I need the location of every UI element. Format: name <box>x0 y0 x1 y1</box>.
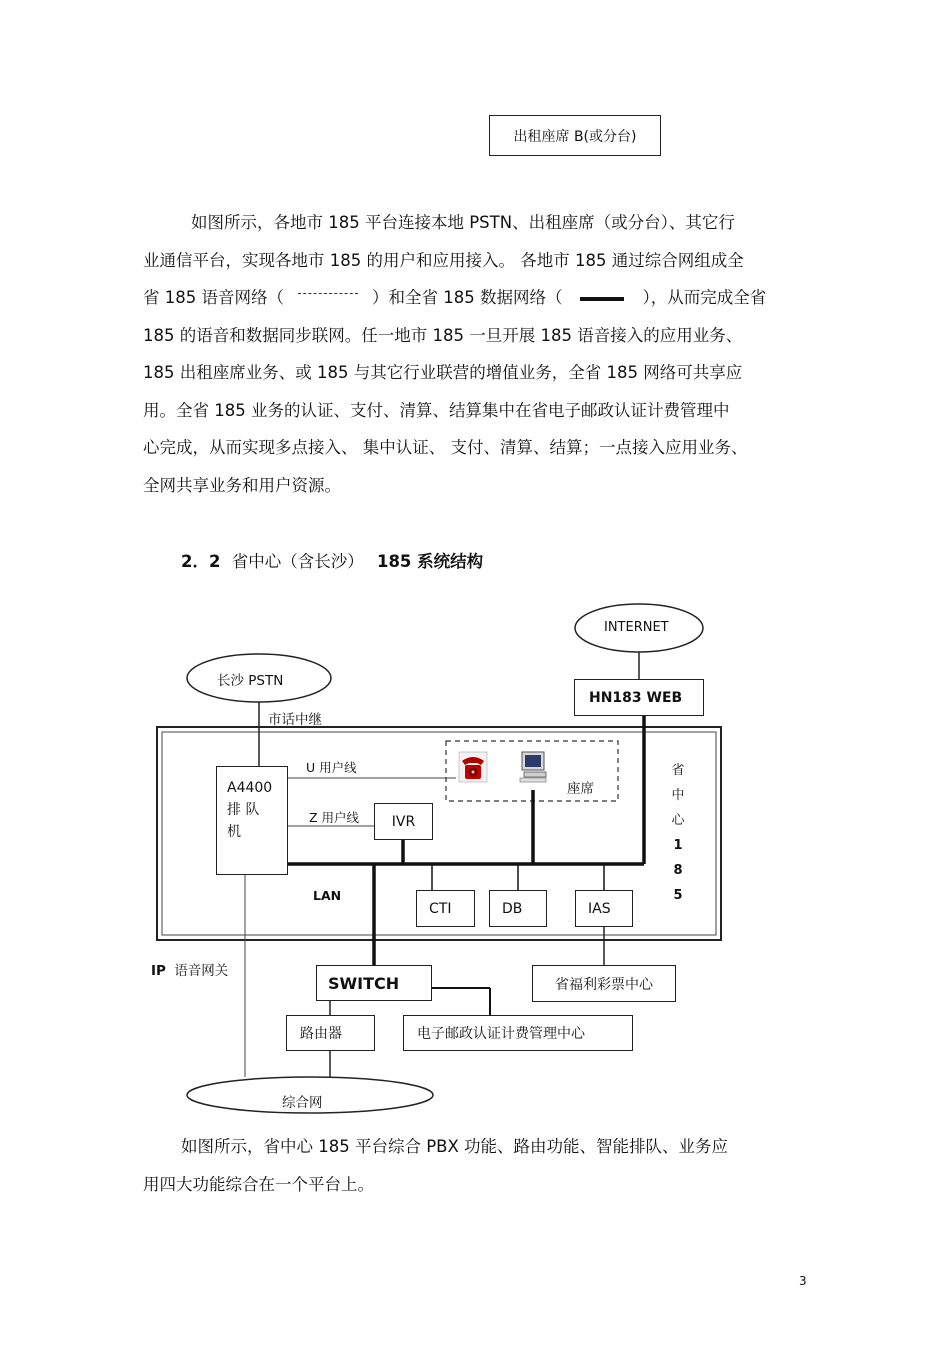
para2-line1: 如图所示，省中心 185 平台综合 PBX 功能、路由功能、智能排队、业务应 <box>181 1137 729 1156</box>
cti-label: CTI <box>429 900 452 917</box>
city-trunk-label: 市话中继 <box>268 712 322 728</box>
pstn-label: 长沙 PSTN <box>217 673 284 689</box>
ip-gateway-ip: IP <box>151 963 166 979</box>
province-char-5: 8 <box>673 863 683 878</box>
rental-seat-label: 出租座席 B(或分台) <box>513 128 637 145</box>
switch-box <box>316 965 432 1001</box>
seat-label: 座席 <box>567 781 594 797</box>
ias-box <box>575 890 633 927</box>
province-char-1: 省 <box>671 763 685 778</box>
billing-center-box <box>403 1015 633 1051</box>
u-line-label: U 用户线 <box>306 760 357 775</box>
computer-icon <box>518 751 550 783</box>
paragraph-2 <box>143 1128 808 1203</box>
hn183-web-box <box>574 679 704 716</box>
ivr-box <box>374 803 433 840</box>
a4400-line2: 排 队 <box>227 802 260 818</box>
para1-line4: 185 的语音和数据同步联网。任一地市 185 一旦开展 185 语音接入的应用业务、 <box>143 325 743 345</box>
province-char-3: 心 <box>671 813 685 828</box>
lan-label: LAN <box>313 888 342 903</box>
para1-line3a: 省 185 语音网络（ <box>143 288 284 307</box>
a4400-line3: 机 <box>227 824 241 840</box>
cti-box <box>416 890 475 927</box>
lottery-center-box <box>532 965 676 1002</box>
a4400-line1: A4400 <box>227 780 273 796</box>
ias-label: IAS <box>588 900 611 917</box>
ivr-label: IVR <box>391 813 416 830</box>
section-title: 省中心（含长沙） <box>231 552 364 571</box>
province-char-6: 5 <box>673 888 683 903</box>
ip-gateway-label <box>151 959 228 979</box>
province-char-4: 1 <box>673 838 683 853</box>
integrated-network-label: 综合网 <box>282 1095 323 1111</box>
telephone-icon <box>458 751 488 783</box>
para1-line3b: ）和全省 185 数据网络（ <box>371 288 563 307</box>
para1-line3c: ），从而完成全省 <box>642 288 767 307</box>
router-box <box>286 1015 375 1051</box>
db-label: DB <box>502 900 523 917</box>
section-number: 2．2 <box>181 552 221 571</box>
para1-line2: 业通信平台，实现各地市 185 的用户和应用接入。 各地市 185 通过综合网组成全 <box>143 250 744 270</box>
router-label: 路由器 <box>300 1026 342 1042</box>
hn183-web-label: HN183 WEB <box>589 689 683 706</box>
province-center-vertical-label <box>668 758 688 908</box>
db-box <box>489 890 547 927</box>
section-suffix: 185 系统结构 <box>376 552 484 571</box>
para1-line1: 如图所示，各地市 185 平台连接本地 PSTN、出租座席（或分台）、其它行 <box>191 213 735 232</box>
a4400-box <box>216 766 288 875</box>
page-number: 3 <box>799 1274 807 1288</box>
para1-line6: 用。全省 185 业务的认证、支付、清算、结算集中在省电子邮政认证计费管理中 <box>143 400 730 420</box>
para1-line8: 全网共享业务和用户资源。 <box>143 475 341 495</box>
billing-center-label: 电子邮政认证计费管理中心 <box>417 1026 585 1042</box>
switch-label: SWITCH <box>328 973 400 993</box>
para2-line2: 用四大功能综合在一个平台上。 <box>143 1174 374 1194</box>
para1-line5: 185 出租座席业务、或 185 与其它行业联营的增值业务，全省 185 网络可共享应 <box>143 363 743 382</box>
ip-gateway-text: 语音网关 <box>174 963 229 979</box>
para1-line7: 心完成，从而实现多点接入、 集中认证、 支付、清算、结算；一点接入应用业务、 <box>143 438 748 457</box>
internet-label: INTERNET <box>604 620 669 635</box>
z-line-label: Z 用户线 <box>309 810 360 825</box>
lottery-center-label: 省福利彩票中心 <box>555 976 653 993</box>
province-char-2: 中 <box>671 788 685 803</box>
